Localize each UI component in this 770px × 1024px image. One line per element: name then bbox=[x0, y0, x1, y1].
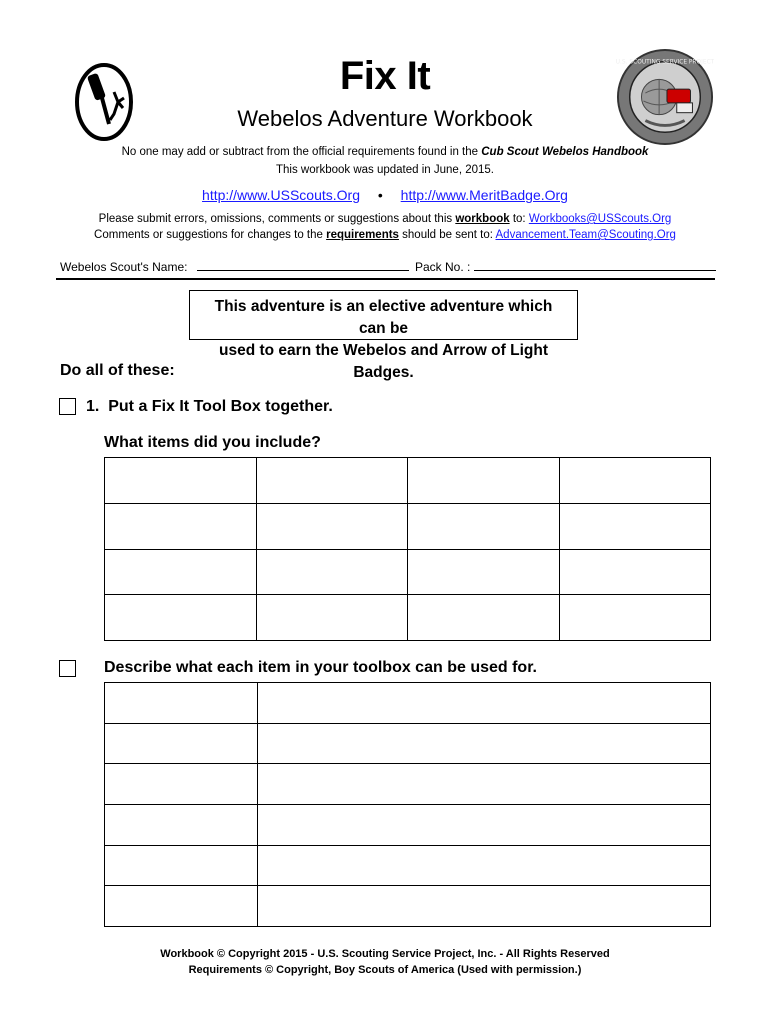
advancement-email-link[interactable]: Advancement.Team@Scouting.Org bbox=[495, 229, 676, 241]
requirement-1-checkbox[interactable] bbox=[59, 398, 76, 415]
table-cell[interactable] bbox=[105, 458, 257, 504]
submit-emphasis: workbook bbox=[455, 213, 510, 225]
footer-copyright-workbook: Workbook © Copyright 2015 - U.S. Scouting Service Project, Inc. - All Rights Reserved bbox=[160, 948, 610, 960]
page-subtitle: Webelos Adventure Workbook bbox=[237, 106, 533, 131]
table-cell[interactable] bbox=[256, 503, 408, 549]
table-cell[interactable] bbox=[559, 549, 711, 595]
submit-errors-line bbox=[0, 213, 770, 225]
changes-emphasis: requirements bbox=[326, 229, 399, 241]
link-separator: • bbox=[377, 187, 383, 203]
website-links bbox=[0, 187, 770, 203]
table-row bbox=[105, 764, 711, 805]
submit-text: Please submit errors, omissions, comments or suggestions about this bbox=[98, 213, 456, 225]
table-cell[interactable] bbox=[408, 458, 560, 504]
table-cell[interactable] bbox=[105, 845, 258, 886]
table-cell[interactable] bbox=[105, 683, 258, 724]
table-cell[interactable] bbox=[258, 723, 711, 764]
requirements-notice bbox=[0, 146, 770, 158]
elective-notice-box bbox=[189, 290, 578, 381]
changes-text: Comments or suggestions for changes to the bbox=[94, 229, 327, 241]
table-cell[interactable] bbox=[408, 595, 560, 641]
table-row bbox=[105, 845, 711, 886]
requirement-1-number: 1. bbox=[86, 398, 100, 415]
table-cell[interactable] bbox=[105, 503, 257, 549]
pack-number-label: Pack No. : bbox=[415, 260, 471, 274]
scout-name-label: Webelos Scout's Name: bbox=[60, 260, 188, 274]
uses-table bbox=[104, 682, 711, 927]
table-row bbox=[105, 723, 711, 764]
notice-text: No one may add or subtract from the official requirements found in the bbox=[121, 146, 482, 158]
uses-question: Describe what each item in your toolbox can be used for. bbox=[104, 659, 537, 676]
table-row bbox=[105, 683, 711, 724]
table-cell[interactable] bbox=[408, 549, 560, 595]
table-row bbox=[105, 503, 711, 549]
scout-name-input[interactable] bbox=[197, 258, 409, 271]
table-row bbox=[105, 595, 711, 641]
page-title: Fix It bbox=[339, 54, 431, 98]
table-cell[interactable] bbox=[256, 458, 408, 504]
pack-number-field bbox=[415, 258, 716, 274]
submit-text-to: to: bbox=[509, 213, 529, 225]
table-cell[interactable] bbox=[105, 886, 258, 927]
pack-number-input[interactable] bbox=[474, 258, 716, 271]
table-cell[interactable] bbox=[258, 683, 711, 724]
workbooks-email-link[interactable]: Workbooks@USScouts.Org bbox=[528, 213, 672, 225]
footer-copyright-requirements: Requirements © Copyright, Boy Scouts of America (Used with permission.) bbox=[188, 964, 582, 976]
table-cell[interactable] bbox=[105, 804, 258, 845]
scout-name-field bbox=[60, 258, 409, 274]
changes-text-to: should be sent to: bbox=[398, 229, 496, 241]
table-cell[interactable] bbox=[559, 595, 711, 641]
requirements-heading: Do all of these: bbox=[60, 362, 175, 379]
requirement-2-checkbox[interactable] bbox=[59, 660, 76, 677]
requirement-1-label: Put a Fix It Tool Box together. bbox=[108, 398, 333, 415]
updated-notice: This workbook was updated in June, 2015. bbox=[276, 164, 494, 176]
table-cell[interactable] bbox=[258, 886, 711, 927]
requirements-changes-line bbox=[0, 229, 770, 241]
table-cell[interactable] bbox=[256, 549, 408, 595]
svg-text:U.S. SCOUTING SERVICE PROJECT: U.S. SCOUTING SERVICE PROJECT bbox=[616, 59, 714, 66]
table-cell[interactable] bbox=[408, 503, 560, 549]
header-divider bbox=[56, 278, 715, 280]
table-cell[interactable] bbox=[258, 764, 711, 805]
table-cell[interactable] bbox=[559, 458, 711, 504]
table-row bbox=[105, 804, 711, 845]
items-question: What items did you include? bbox=[104, 434, 321, 451]
table-cell[interactable] bbox=[105, 764, 258, 805]
table-row bbox=[105, 549, 711, 595]
table-row bbox=[105, 886, 711, 927]
table-cell[interactable] bbox=[256, 595, 408, 641]
table-cell[interactable] bbox=[105, 549, 257, 595]
handbook-title: Cub Scout Webelos Handbook bbox=[481, 146, 649, 158]
table-cell[interactable] bbox=[258, 845, 711, 886]
elective-line-1: This adventure is an elective adventure which can be bbox=[214, 298, 553, 337]
table-cell[interactable] bbox=[559, 503, 711, 549]
meritbadge-link[interactable]: http://www.MeritBadge.Org bbox=[400, 187, 568, 203]
table-cell[interactable] bbox=[105, 595, 257, 641]
elective-line-2: used to earn the Webelos and Arrow of Light Badges. bbox=[219, 342, 548, 381]
requirement-1-text bbox=[86, 398, 333, 416]
table-cell[interactable] bbox=[258, 804, 711, 845]
table-cell[interactable] bbox=[105, 723, 258, 764]
items-table bbox=[104, 457, 711, 641]
usscouts-link[interactable]: http://www.USScouts.Org bbox=[202, 187, 360, 203]
table-row bbox=[105, 458, 711, 504]
